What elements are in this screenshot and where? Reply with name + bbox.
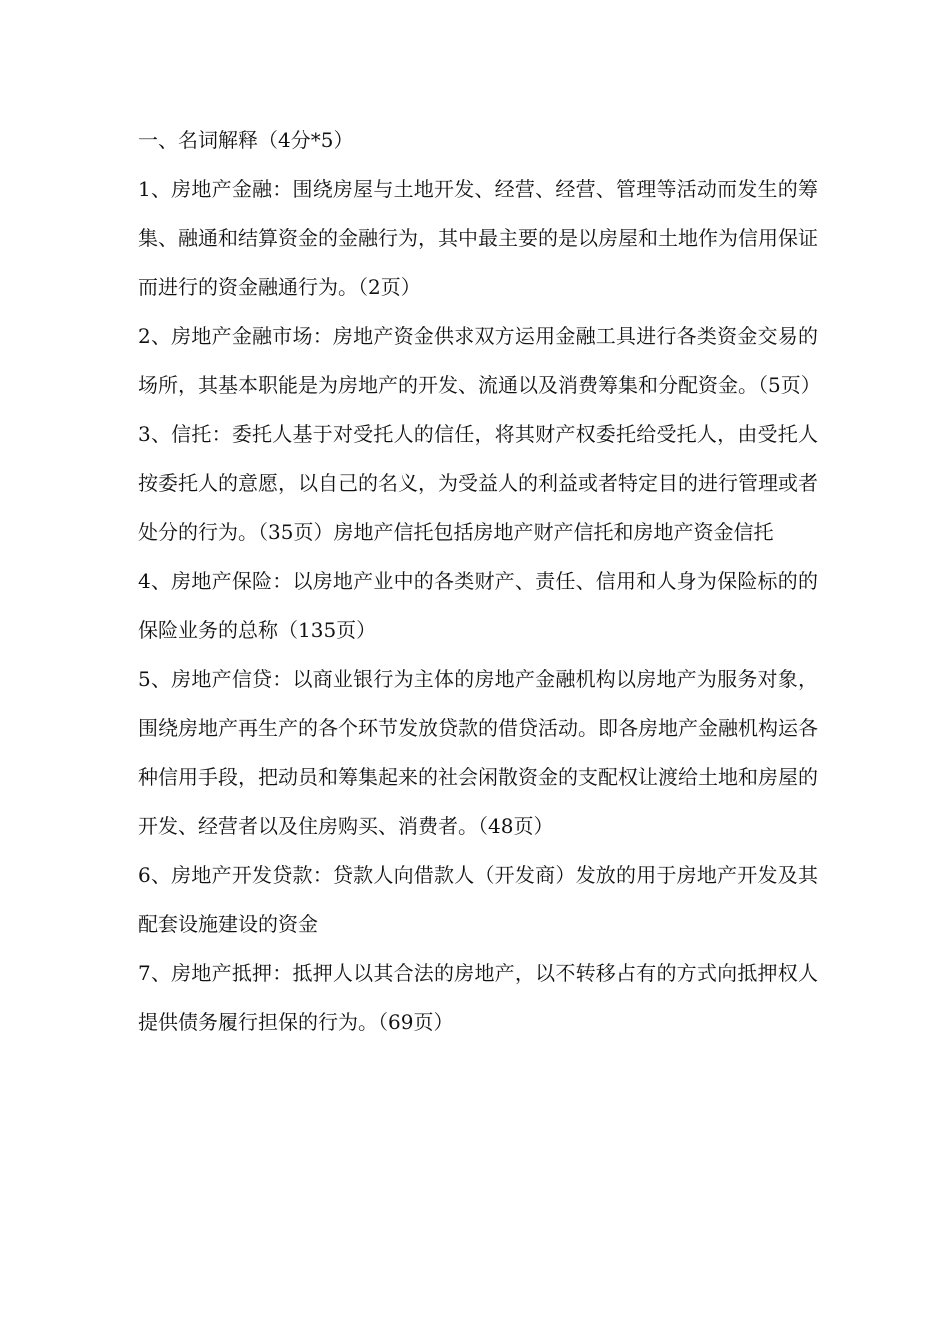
term-entry-6: 6、房地产开发贷款：贷款人向借款人（开发商）发放的用于房地产开发及其配套设施建设的资金 xyxy=(138,863,818,936)
term-entry-3: 3、信托：委托人基于对受托人的信任，将其财产权委托给受托人，由受托人按委托人的意愿，以自己的名义，为受益人的利益或者特定目的进行管理或者处分的行为。（35页）房地产信托包括房地产财产信托和房地产资金信托 xyxy=(138,422,818,544)
document-body xyxy=(138,116,821,1047)
term-entry-4: 4、房地产保险：以房地产业中的各类财产、责任、信用和人身为保险标的的保险业务的总称（135页） xyxy=(138,569,818,642)
term-entry-1: 1、房地产金融：围绕房屋与土地开发、经营、经营、管理等活动而发生的筹集、融通和结算资金的金融行为，其中最主要的是以房屋和土地作为信用保证而进行的资金融通行为。（2页） xyxy=(138,177,818,299)
section-heading: 一、名词解释（4分*5） xyxy=(138,128,354,152)
term-entry-2: 2、房地产金融市场：房地产资金供求双方运用金融工具进行各类资金交易的场所，其基本职能是为房地产的开发、流通以及消费筹集和分配资金。（5页） xyxy=(138,324,821,397)
term-entry-7: 7、房地产抵押：抵押人以其合法的房地产，以不转移占有的方式向抵押权人提供债务履行担保的行为。（69页） xyxy=(138,961,818,1034)
term-entry-5: 5、房地产信贷：以商业银行为主体的房地产金融机构以房地产为服务对象，围绕房地产再生产的各个环节发放贷款的借贷活动。即各房地产金融机构运各种信用手段，把动员和筹集起来的社会闲散资金的支配权让渡给土地和房屋的开发、经营者以及住房购买、消费者。（48页） xyxy=(138,667,818,838)
